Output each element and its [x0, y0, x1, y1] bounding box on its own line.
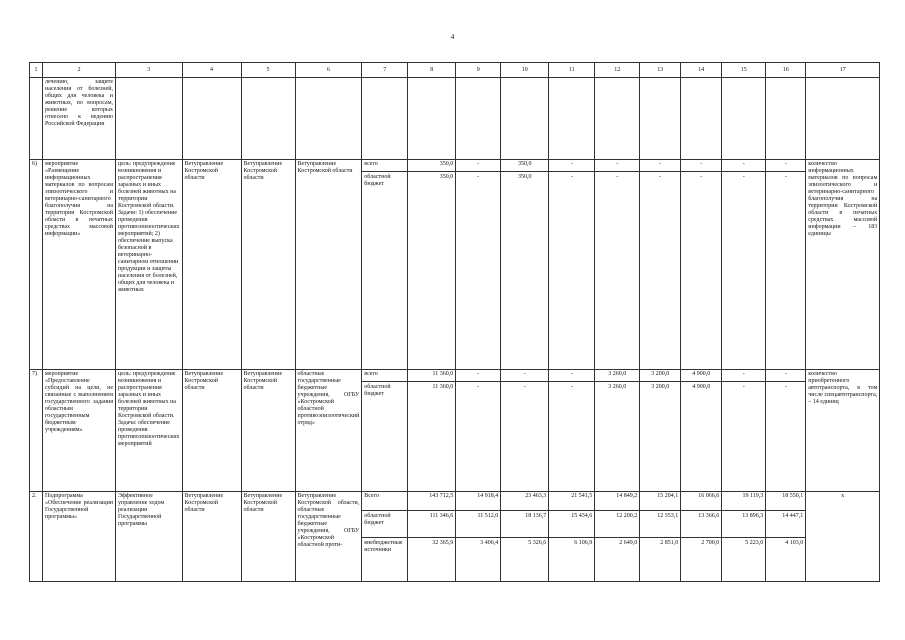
value-cell: 18 550,1	[782, 493, 804, 499]
value-cell: 2 700,0	[681, 537, 721, 547]
responsible: Ветуправление Костромской области	[241, 160, 295, 370]
table-row-subprogram-2	[30, 492, 880, 582]
value-cell: -	[570, 161, 573, 167]
value-cell: -	[640, 171, 680, 181]
header-cell: 17	[806, 63, 880, 78]
value-cell: -	[523, 371, 526, 377]
value-cell: 14 447,1	[766, 510, 805, 535]
expected-result: количество информационных материалов по вопросам эпизоотического и ветеринарно-санитарного благополучия на территории Костромской области в печатных средствах массовой информации – 183 единицы	[806, 160, 880, 370]
value-cell: 13 896,3	[722, 510, 765, 535]
value-cell: -	[549, 171, 594, 181]
value-cell: 4 900,0	[692, 371, 711, 377]
executor: Ветуправление Костромской области	[295, 160, 362, 370]
value-cell: 111 346,6	[408, 510, 455, 535]
value-cell: -	[742, 161, 745, 167]
value-cell: 5 326,6	[501, 537, 548, 547]
measure-name: мероприятие «Размещение информационных материалов по вопросам эпизоотического и ветеринарно-санитарного благополучия на территории Костромской области в печатных средствах массовой информации»	[43, 160, 116, 370]
header-cell: 12	[595, 63, 640, 78]
value-cell: 143 712,5	[429, 493, 454, 499]
row-number: 2.	[30, 492, 43, 582]
value-cell: 350,0	[518, 161, 532, 167]
value-cell: 23 463,3	[525, 493, 547, 499]
value-cell: 14 849,2	[616, 493, 638, 499]
header-cell: 4	[182, 63, 241, 78]
value-cell: 2 851,0	[640, 537, 680, 547]
value-cell: 15 204,1	[657, 493, 679, 499]
value-cell: 3 260,0	[595, 381, 639, 391]
value-cell: -	[722, 381, 765, 391]
value-cell: 11 512,0	[456, 510, 500, 535]
source-regional: областной бюджет	[362, 171, 407, 188]
row-number: 6)	[30, 160, 43, 370]
coordinator: Ветуправление Костромской области	[182, 160, 241, 370]
source-total: Всего	[364, 493, 379, 499]
header-cell: 9	[456, 63, 501, 78]
header-cell: 3	[116, 63, 183, 78]
value-cell: -	[477, 161, 480, 167]
value-cell: -	[722, 171, 765, 181]
value-cell: -	[456, 171, 500, 181]
value-cell: 350,0	[439, 161, 454, 167]
value-cell: 19 119,3	[742, 493, 764, 499]
value-cell: 16 066,6	[698, 493, 720, 499]
source-regional: областной бюджет	[362, 381, 407, 398]
value-cell: -	[766, 381, 805, 391]
value-cell: 350,0	[501, 171, 548, 181]
value-cell: 32 365,9	[408, 537, 455, 547]
header-cell: 1	[30, 63, 43, 78]
value-cell: -	[784, 161, 787, 167]
header-cell: 14	[681, 63, 722, 78]
value-cell: 11 360,0	[408, 381, 455, 391]
value-cell: 21 541,5	[571, 493, 593, 499]
measure-goal: цель: предупреждение возникновения и распространения заразных и иных болезней животных на территории Костромской области. Задачи: 1) обеспечение проведения противоэпизоотических мероприятий; 2) обеспечение выпуска безопасной в ветеринарно-санитарном отношении продукции и защиты населения от болезней, общих для человека и животных	[116, 160, 183, 370]
value-cell: 6 106,9	[549, 537, 594, 547]
value-cell: 4 900,0	[681, 381, 721, 391]
program-table	[29, 62, 880, 582]
measure-goal: цель: предупреждение возникновения и распространения заразных и иных болезней животных на территории Костромской области. Задача: обеспечение проведения противоэпизоотических мероприятий	[116, 370, 183, 492]
header-cell: 2	[43, 63, 116, 78]
table-row-7	[30, 370, 880, 492]
source-total: всего	[364, 371, 378, 377]
value-cell: -	[501, 381, 548, 391]
header-cell: 16	[766, 63, 806, 78]
value-cell: -	[616, 161, 619, 167]
coordinator: Ветуправление Костромской области	[182, 492, 241, 582]
measure-name: мероприятие «Предоставление субсидий на цели, не связанные с выполнением государственного задания областным государственным бюджетным учреждениям»	[43, 370, 116, 492]
header-cell: 10	[501, 63, 549, 78]
coordinator: Ветуправление Костромской области	[182, 370, 241, 492]
value-cell: -	[766, 171, 805, 181]
value-cell: 3 260,0	[608, 371, 627, 377]
header-row	[30, 63, 880, 78]
value-cell: 14 918,4	[477, 493, 499, 499]
expected-result: x	[806, 492, 880, 582]
value-cell: -	[784, 371, 787, 377]
source-regional: областной бюджет	[362, 510, 407, 535]
value-cell: 350,0	[408, 171, 455, 181]
value-cell: 3 406,4	[456, 537, 500, 547]
header-cell: 15	[722, 63, 766, 78]
value-cell: 4 103,0	[766, 537, 805, 547]
value-cell: 15 434,6	[549, 510, 594, 535]
header-cell: 13	[640, 63, 681, 78]
header-cell: 5	[241, 63, 295, 78]
executor: областные государственные бюджетные учреждения, ОГБУ «Костромской областной противоэпизоотический отряд»	[295, 370, 362, 492]
subprogram-goal: Эффективное управление ходом реализации Государственной программы	[116, 492, 183, 582]
value-cell: -	[659, 161, 662, 167]
expected-result: количество приобретенного автотранспорта, в том числе спецавтотранспорта, – 14 единиц	[806, 370, 880, 492]
value-cell: 18 136,7	[501, 510, 548, 535]
value-cell: -	[742, 371, 745, 377]
responsible: Ветуправление Костромской области	[241, 492, 295, 582]
executor: Ветуправление Костромской области, областные государственные бюджетные учреждения, ОГБУ «Костромской областной проти-	[295, 492, 362, 582]
row-number: 7)	[30, 370, 43, 492]
value-cell: -	[700, 161, 703, 167]
value-cell: 3 200,0	[651, 371, 670, 377]
header-cell: 11	[549, 63, 595, 78]
responsible: Ветуправление Костромской области	[241, 370, 295, 492]
value-cell: 13 366,6	[681, 510, 721, 535]
table-row-6	[30, 160, 880, 370]
header-cell: 6	[295, 63, 362, 78]
value-cell: -	[456, 381, 500, 391]
value-cell: 12 353,1	[640, 510, 680, 535]
value-cell: -	[549, 381, 594, 391]
source-total: всего	[364, 161, 378, 167]
source-extrabudgetary: внебюджетные источники	[362, 537, 407, 554]
header-cell: 8	[408, 63, 456, 78]
value-cell: 2 649,0	[595, 537, 639, 547]
value-cell: 5 223,0	[722, 537, 765, 547]
value-cell: 3 200,0	[640, 381, 680, 391]
value-cell: 12 200,2	[595, 510, 639, 535]
subprogram-name: Подпрограмма «Обеспечение реализации Государственной программы»	[43, 492, 116, 582]
value-cell: -	[681, 171, 721, 181]
continued-text: лечению, защите населения от болезней, общих для человека и животных, по вопросам, решение которых отнесено к ведению Российской Федерации	[43, 78, 116, 160]
table-row-continued	[30, 78, 880, 160]
value-cell: -	[477, 371, 480, 377]
value-cell: -	[570, 371, 573, 377]
header-cell: 7	[362, 63, 408, 78]
value-cell: 11 360,0	[432, 371, 454, 377]
page-number: 4	[450, 33, 455, 41]
value-cell: -	[595, 171, 639, 181]
